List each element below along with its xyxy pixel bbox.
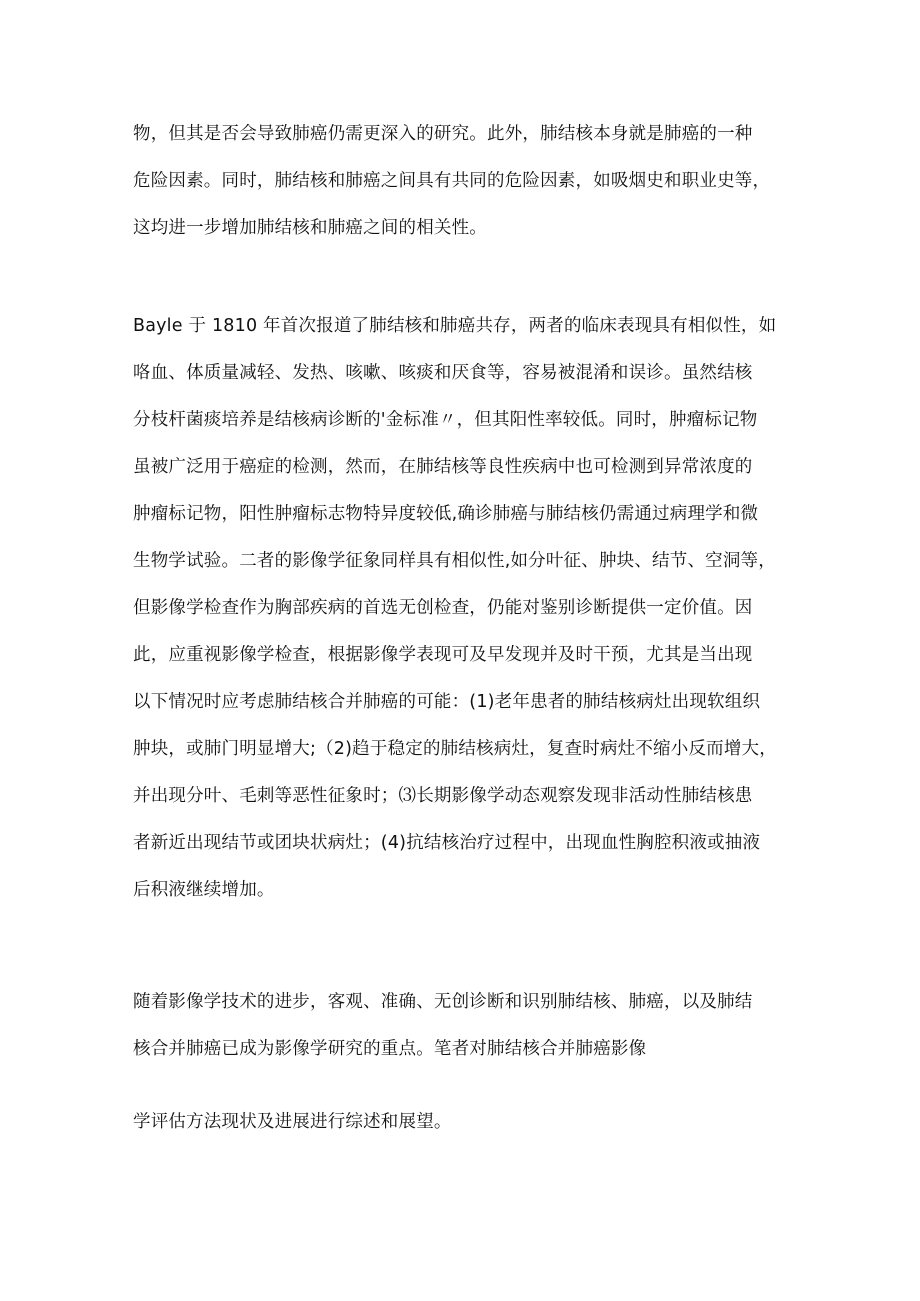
paragraph-2-line-13: 后积液继续增加。 (133, 880, 275, 900)
paragraph-1-line-2: 危险因素。同时，肺结核和肺癌之间具有共同的危险因素，如吸烟史和职业史等， (133, 171, 771, 191)
paragraph-2-line-4: 虽被广泛用于癌症的检测，然而，在肺结核等良性疾病中也可检测到异常浓度的 (133, 457, 753, 477)
paragraph-2-line-12: 者新近出现结节或团块状病灶；(4)抗结核治疗过程中，出现血性胸腔积液或抽液 (133, 833, 761, 853)
paragraph-2-line-11: 并出现分叶、毛刺等恶性征象时；⑶长期影像学动态观察发现非活动性肺结核患 (133, 786, 753, 806)
paragraph-1-line-1: 物，但其是否会导致肺癌仍需更深入的研究。此外，肺结核本身就是肺癌的一种 (133, 124, 753, 144)
paragraph-2-line-8: 此，应重视影像学检查，根据影像学表现可及早发现并及时干预，尤其是当出现 (133, 645, 753, 665)
paragraph-1-line-3: 这均进一步增加肺结核和肺癌之间的相关性。 (133, 218, 487, 238)
paragraph-2-line-2: 咯血、体质量减轻、发热、咳嗽、咳痰和厌食等，容易被混淆和误诊。虽然结核 (133, 363, 753, 383)
paragraph-3-line-2: 核合并肺癌已成为影像学研究的重点。笔者对肺结核合并肺癌影像 (133, 1039, 647, 1059)
paragraph-3-line-1: 随着影像学技术的进步，客观、准确、无创诊断和识别肺结核、肺癌，以及肺结 (133, 992, 753, 1012)
paragraph-2-line-9: 以下情况时应考虑肺结核合并肺癌的可能：(1)老年患者的肺结核病灶出现软组织 (133, 692, 761, 712)
paragraph-4-line-1: 学评估方法现状及进展进行综述和展望。 (133, 1112, 452, 1132)
paragraph-2-line-5: 肿瘤标记物，阳性肿瘤标志物特异度较低,确诊肺癌与肺结核仍需通过病理学和微 (133, 504, 759, 524)
paragraph-2-line-7: 但影像学检查作为胸部疾病的首选无创检查，仍能对鉴别诊断提供一定价值。因 (133, 598, 753, 618)
paragraph-2-line-1: Bayle 于 1810 年首次报道了肺结核和肺癌共存，两者的临床表现具有相似性，如 (133, 316, 777, 336)
paragraph-2-line-3: 分枝杆菌痰培养是结核病诊断的'金标准〃，但其阳性率较低。同时，肿瘤标记物 (133, 410, 758, 430)
paragraph-2-line-6: 生物学试验。二者的影像学征象同样具有相似性,如分叶征、肿块、结节、空洞等， (133, 551, 776, 571)
paragraph-2-line-10: 肿块，或肺门明显增大;（2)趋于稳定的肺结核病灶，复查时病灶不缩小反而增大， (133, 739, 777, 759)
